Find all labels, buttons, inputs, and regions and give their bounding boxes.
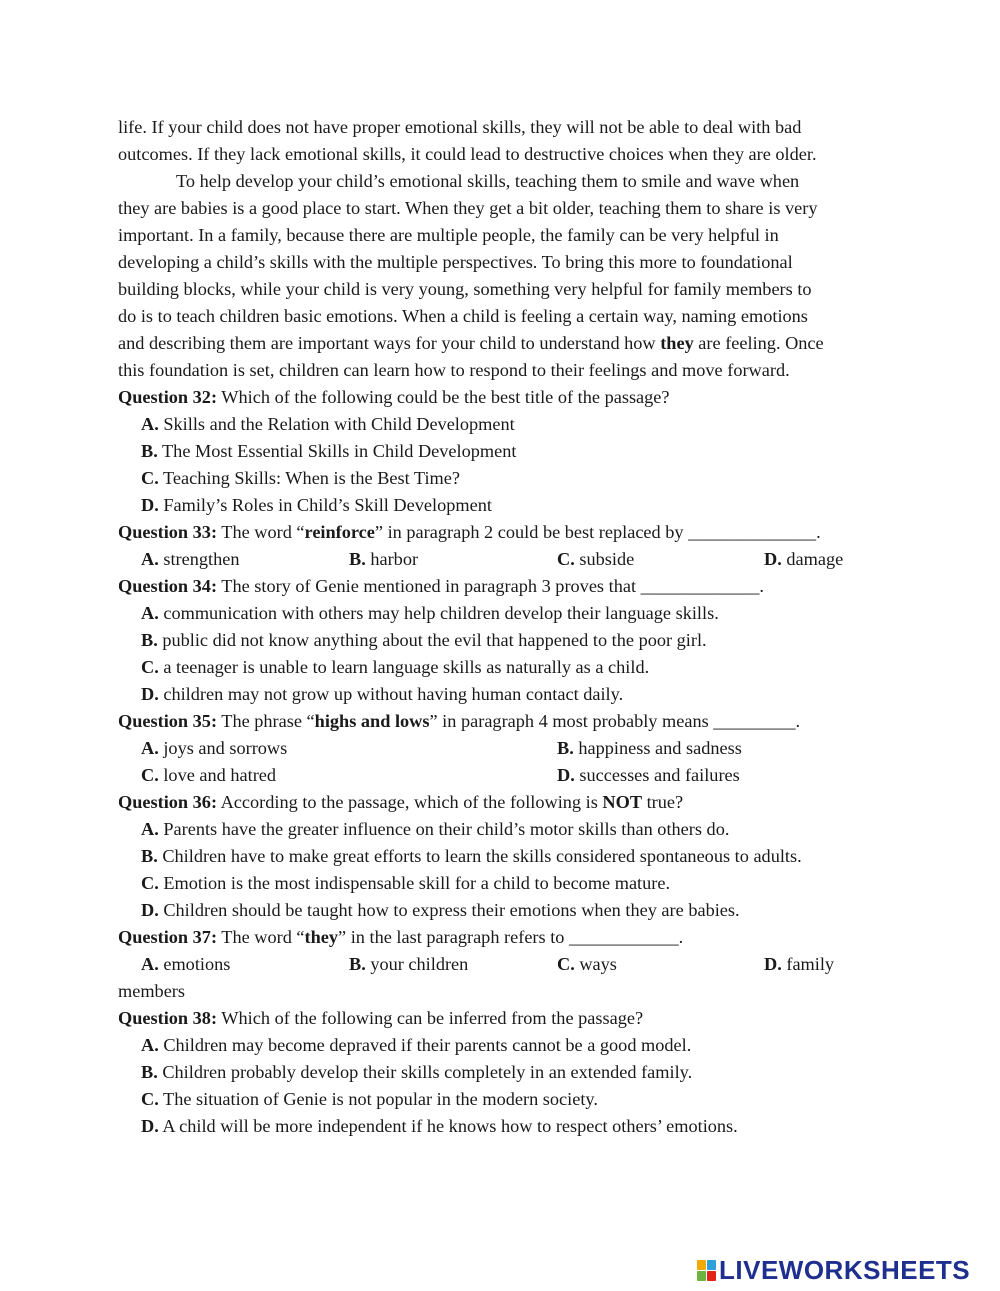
option-a[interactable]: A. communication with others may help children develop their language skills. bbox=[141, 603, 719, 623]
option-c[interactable]: C. Emotion is the most indispensable skill for a child to become mature. bbox=[141, 873, 671, 893]
options-row bbox=[118, 951, 878, 978]
option-d[interactable]: D. successes and failures bbox=[557, 765, 740, 785]
question-38: Question 38: Which of the following can be inferred from the passage? bbox=[118, 1008, 644, 1028]
options-row bbox=[118, 762, 878, 789]
liveworksheets-footer[interactable] bbox=[697, 1253, 997, 1287]
question-label: Question 35: bbox=[118, 711, 218, 731]
option-b[interactable]: B. Children probably develop their skills completely in an extended family. bbox=[141, 1062, 693, 1082]
question-label: Question 38: bbox=[118, 1008, 218, 1028]
option-c[interactable]: C. subside bbox=[557, 549, 635, 569]
option-b[interactable]: B. The Most Essential Skills in Child Development bbox=[141, 441, 517, 461]
question-label: Question 33: bbox=[118, 522, 218, 542]
option-a[interactable]: A. Children may become depraved if their parents cannot be a good model. bbox=[141, 1035, 692, 1055]
option-a[interactable]: A. Skills and the Relation with Child Development bbox=[141, 414, 515, 434]
logo-square-yellow bbox=[697, 1260, 706, 1270]
passage-line: life. If your child does not have proper emotional skills, they will not be able to deal with bad bbox=[118, 117, 802, 137]
passage-line: To help develop your child’s emotional skills, teaching them to smile and wave when bbox=[176, 171, 800, 191]
option-b[interactable]: B. happiness and sadness bbox=[557, 738, 742, 758]
question-label: Question 34: bbox=[118, 576, 218, 596]
options-row bbox=[118, 546, 878, 573]
option-c[interactable]: C. a teenager is unable to learn language skills as naturally as a child. bbox=[141, 657, 650, 677]
passage-line: building blocks, while your child is very young, something very helpful for family members to bbox=[118, 279, 812, 299]
question-34: Question 34: The story of Genie mentioned in paragraph 3 proves that _____________. bbox=[118, 576, 764, 596]
question-33: Question 33: The word “reinforce” in paragraph 2 could be best replaced by ______________. bbox=[118, 522, 821, 542]
question-37: Question 37: The word “they” in the last paragraph refers to ____________. bbox=[118, 927, 684, 947]
option-c[interactable]: C. love and hatred bbox=[141, 765, 277, 785]
passage-line: do is to teach children basic emotions. When a child is feeling a certain way, naming emotions bbox=[118, 306, 808, 326]
question-32 bbox=[118, 384, 878, 411]
question-label: Question 37: bbox=[118, 927, 218, 947]
question-label: Question 36: bbox=[118, 792, 218, 812]
question-label: Question 32: bbox=[118, 387, 218, 407]
option-d[interactable]: D. A child will be more independent if he knows how to respect others’ emotions. bbox=[141, 1116, 738, 1136]
passage-line: this foundation is set, children can learn how to respond to their feelings and move forward. bbox=[118, 360, 790, 380]
passage-line: important. In a family, because there are multiple people, the family can be very helpful in bbox=[118, 225, 779, 245]
worksheet-page bbox=[118, 114, 878, 1140]
logo-square-blue bbox=[707, 1260, 716, 1270]
question-35: Question 35: The phrase “highs and lows” in paragraph 4 most probably means _________. bbox=[118, 711, 801, 731]
option-b[interactable]: B. harbor bbox=[349, 549, 419, 569]
liveworksheets-logo-icon bbox=[697, 1260, 716, 1281]
option-d[interactable]: D. family bbox=[764, 954, 835, 974]
highlighted-word: they bbox=[660, 333, 694, 353]
option-c[interactable]: C. The situation of Genie is not popular in the modern society. bbox=[141, 1089, 598, 1109]
option-d[interactable]: D. damage bbox=[764, 549, 844, 569]
passage-line: they are babies is a good place to start. When they get a bit older, teaching them to share is very bbox=[118, 198, 818, 218]
logo-square-green bbox=[697, 1271, 706, 1281]
option-d[interactable]: D. Children should be taught how to express their emotions when they are babies. bbox=[141, 900, 740, 920]
option-c[interactable]: C. Teaching Skills: When is the Best Time? bbox=[141, 468, 460, 488]
question-36: Question 36: According to the passage, which of the following is NOT true? bbox=[118, 792, 684, 812]
passage-line: and describing them are important ways for your child to understand how they are feeling. Once bbox=[118, 333, 824, 353]
option-a[interactable]: A. emotions bbox=[141, 954, 231, 974]
logo-square-red bbox=[707, 1271, 716, 1281]
passage-line: developing a child’s skills with the multiple perspectives. To bring this more to foundational bbox=[118, 252, 793, 272]
option-d[interactable]: D. children may not grow up without having human contact daily. bbox=[141, 684, 624, 704]
option-b[interactable]: B. Children have to make great efforts to learn the skills considered spontaneous to adults. bbox=[141, 846, 802, 866]
option-a[interactable]: A. strengthen bbox=[141, 549, 240, 569]
option-d[interactable]: D. Family’s Roles in Child’s Skill Development bbox=[141, 495, 492, 515]
option-c[interactable]: C. ways bbox=[557, 954, 617, 974]
option-a[interactable]: A. joys and sorrows bbox=[141, 738, 288, 758]
option-a[interactable]: A. Parents have the greater influence on their child’s motor skills than others do. bbox=[141, 819, 730, 839]
options-row bbox=[118, 735, 878, 762]
liveworksheets-logo-text: LIVEWORKSHEETS bbox=[719, 1254, 971, 1285]
passage-line: outcomes. If they lack emotional skills, it could lead to destructive choices when they are older. bbox=[118, 144, 817, 164]
option-b[interactable]: B. your children bbox=[349, 954, 469, 974]
option-b[interactable]: B. public did not know anything about the evil that happened to the poor girl. bbox=[141, 630, 707, 650]
option-d-wrap: members bbox=[118, 981, 186, 1001]
question-text: Which of the following could be the best title of the passage? bbox=[217, 387, 670, 407]
